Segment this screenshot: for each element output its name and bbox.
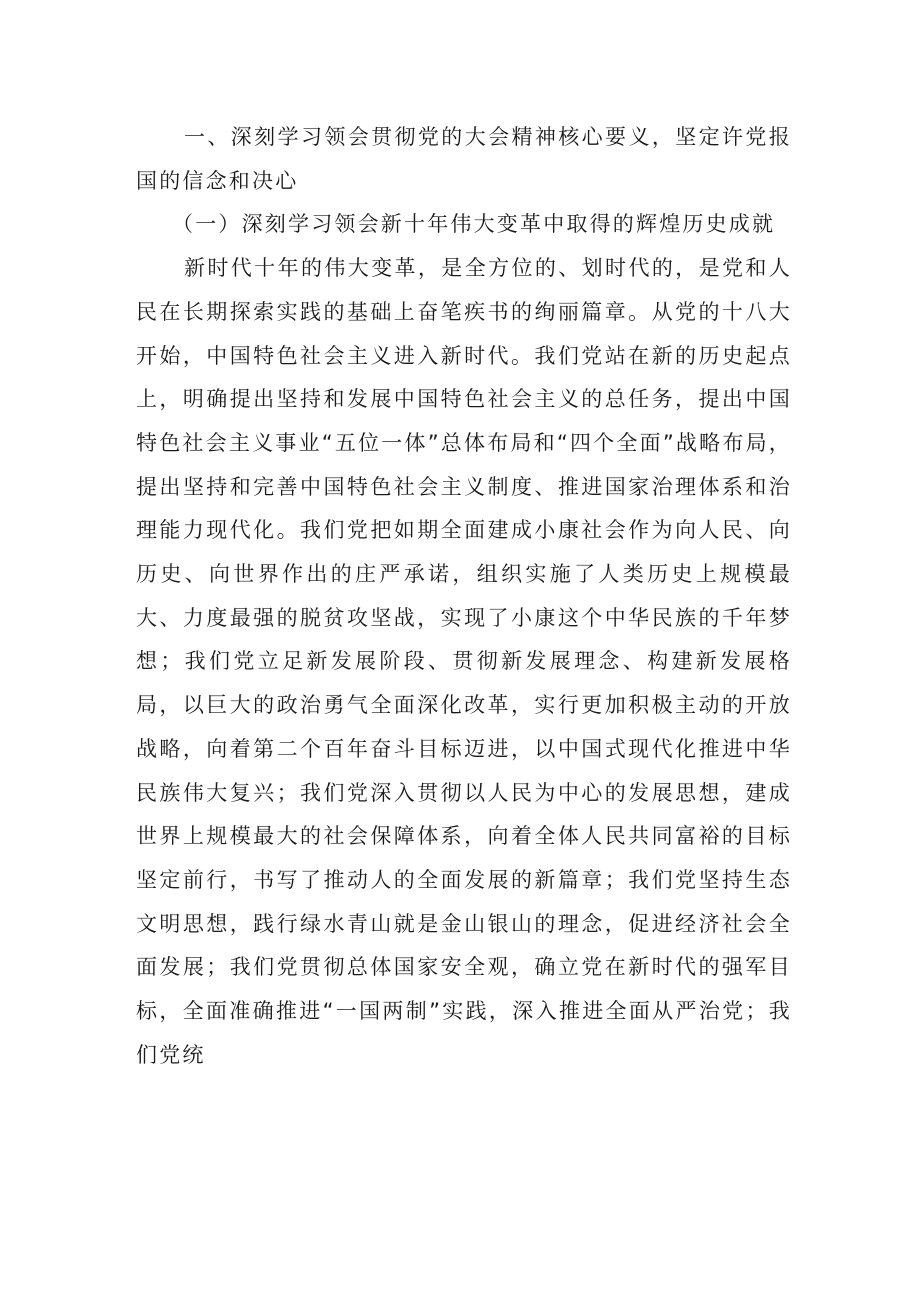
document-body bbox=[136, 116, 792, 1077]
section-heading: 一、深刻学习领会贯彻党的大会精神核心要义，坚定许党报国的信念和决心 bbox=[136, 125, 792, 193]
body-paragraph: 新时代十年的伟大变革，是全方位的、划时代的，是党和人民在长期探索实践的基础上奋笔疾书的绚丽篇章。从党的十八大开始，中国特色社会主义进入新时代。我们党站在新的历史起点上，明确提出坚持和发展中国特色社会主义的总任务，提出中国特色社会主义事业“五位一体”总体布局和“四个全面”战略布局，提出坚持和完善中国特色社会主义制度、推进国家治理体系和治理能力现代化。我们党把如期全面建成小康社会作为向人民、向历史、向世界作出的庄严承诺，组织实施了人类历史上规模最大、力度最强的脱贫攻坚战，实现了小康这个中华民族的千年梦想；我们党立足新发展阶段、贯彻新发展理念、构建新发展格局，以巨大的政治勇气全面深化改革，实行更加积极主动的开放战略，向着第二个百年奋斗目标迈进，以中国式现代化推进中华民族伟大复兴；我们党深入贯彻以人民为中心的发展思想，建成世界上规模最大的社会保障体系，向着全体人民共同富裕的目标坚定前行，书写了推动人的全面发展的新篇章；我们党坚持生态文明思想，践行绿水青山就是金山银山的理念，促进经济社会全面发展；我们党贯彻总体国家安全观，确立党在新时代的强军目标，全面准确推进“一国两制”实践，深入推进全面从严治党；我们党统 bbox=[136, 256, 792, 1067]
subsection-heading: （一）深刻学习领会新十年伟大变革中取得的辉煌历史成就 bbox=[172, 212, 776, 237]
